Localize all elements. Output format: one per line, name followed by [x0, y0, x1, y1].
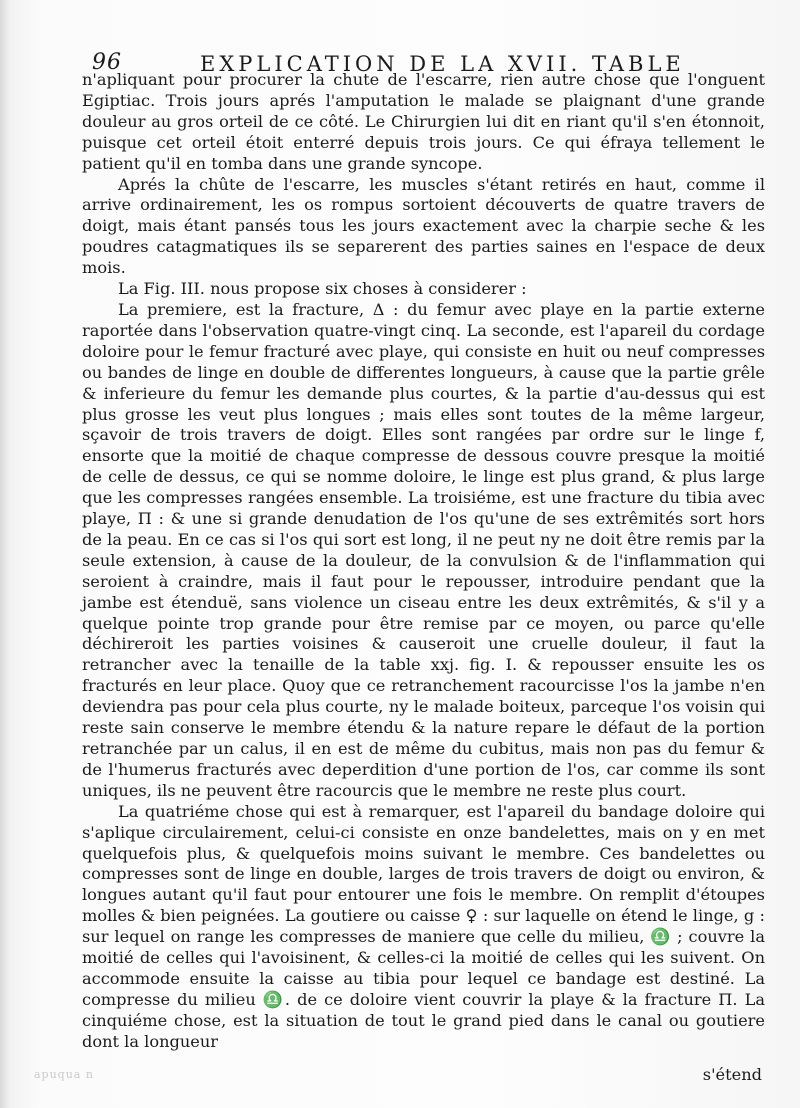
paragraph: n'apliquant pour procurer la chute de l'escarre, rien autre chose que l'onguent Egiptiac. Trois jours aprés l'amputation le malade se plaignant d'une grande douleur au gros orteil de ce côté. Le Chirurgien lui dit en riant qu'il s'en étonnoit, puisque cet orteil étoit enterré depuis trois jours. Ce qui éfraya tellement le patient qu'il en tomba dans une grande syncope.	[82, 70, 765, 173]
paragraph: Aprés la chûte de l'escarre, les muscles s'étant retirés en haut, comme il arrive ordinairement, les os rompus sortoient découverts de quatre travers de doigt, mais étant pansés tous les jours exactement avec la charpie seche & les poudres catagmatiques ils se separerent des parties saines en l'espace de deux mois.	[82, 174, 765, 278]
paragraph: La quatriéme chose qui est à remarquer, est l'apareil du bandage doloire qui s'aplique circulairement, celui-ci consiste en onze bandelettes, mais on y en met quelquefois plus, & quelquefois moins suivant le membre. Ces bandelettes ou compresses sont de linge en double, larges de trois travers de doigt ou environ, & longues autant qu'il faut pour entourer une fois le membre. On remplit d'étoupes molles & bien peignées. La goutiere ou caisse ♀ : sur laquelle on étend le linge, g : sur lequel on range les compresses de maniere que celle du milieu, ♎ ; couvre la moitié de celles qui l'avoisinent, & celles-ci la moitié de celles qui les suivent. On accommode ensuite la caisse au tibia pour lequel ce bandage est destiné. La compresse du milieu ♎. de ce doloire vient couvrir la playe & la fracture Π. La cinquiéme chose, est la situation de tout le grand pied dans le canal ou goutiere dont la longueur	[82, 801, 765, 1051]
page-number: 96	[92, 50, 122, 75]
paragraph: La premiere, est la fracture, Δ : du femur avec playe en la partie externe raportée dans l'observation quatre-vingt cinq. La seconde, est l'apareil du cordage doloire pour le femur fracturé avec playe, qui consiste en huit ou neuf compresses ou bandes de linge en double de differentes longueurs, à cause que la partie grêle & inferieure du femur les demande plus courtes, & la partie d'au-dessus qui est plus grosse les veut plus longues ; mais elles sont toutes de la même largeur, sçavoir de trois travers de doigt. Elles sont rangées par ordre sur le linge f, ensorte que la moitié de chaque compresse de dessous couvre presque la moitié de celle de dessus, ce qui se nomme doloire, le linge est plus grand, & plus large que les compresses rangées ensemble. La troisiéme, est une fracture du tibia avec playe, Π : & une si grande denudation de l'os qu'une de ses extrêmités sort hors de la peau. En ce cas si l'os qui sort est long, il ne peut ny ne doit être remis par la seule extension, à cause de la douleur, de la convulsion & de l'inflammation qui seroient à craindre, mais il faut pour le repousser, introduire pendant que la jambe est étenduë, sans violence un ciseau entre les deux extrêmités, & s'il y a quelque pointe trop grande pour être remise par ce moyen, ou parce qu'elle déchireroit les parties voisines & causeroit une cruelle douleur, il faut la retrancher avec la tenaille de la table xxj. fig. I. & repousser ensuite les os fracturés en leur place. Quoy que ce retranchement racourcisse l'os la jambe n'en deviendra pas pour cela plus courte, ny le malade boiteux, parceque l'os voisin qui reste sain conserve le membre étendu & la nature repare le défaut de la portion retranchée par un calus, il en est de même du cubitus, mais non pas du femur & de l'humerus fracturés avec deperdition d'une portion de l'os, car comme ils sont uniques, ils ne peuvent être racourcis que le membre ne reste plus court.	[82, 299, 765, 800]
paragraph: La Fig. III. nous propose six choses à considerer :	[118, 279, 527, 299]
catchword: s'étend	[702, 1065, 762, 1084]
bleed-through-text: apuqua n	[34, 1068, 94, 1081]
running-head: EXPLICATION DE LA XVII. TABLE	[200, 52, 685, 76]
body-text	[82, 70, 765, 1053]
